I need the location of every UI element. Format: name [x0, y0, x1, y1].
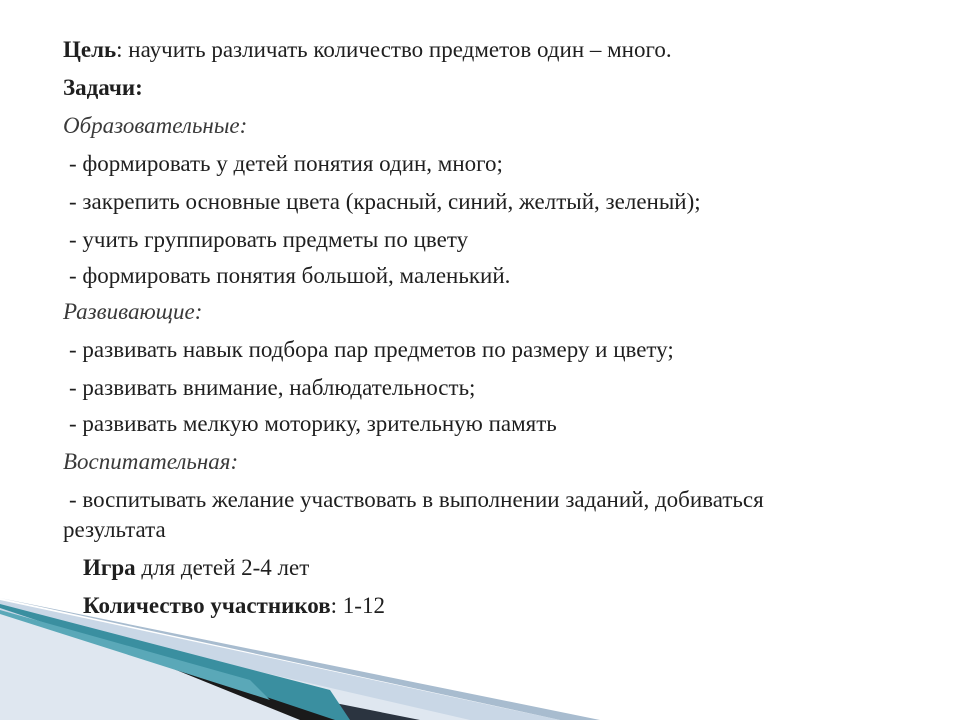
educational-item: - учить группировать предметы по цвету	[69, 227, 469, 252]
goal-line	[63, 36, 672, 64]
goal-label: Цель	[63, 37, 117, 62]
tasks-heading: Задачи:	[63, 75, 143, 100]
developing-item: - развивать внимание, наблюдательность;	[69, 375, 476, 400]
game-label: Игра	[83, 555, 136, 580]
developing-item: - развивать навык подбора пар предметов по размеру и цвету;	[69, 337, 674, 362]
participants-label: Количество участников	[83, 593, 331, 618]
game-text: для детей 2-4 лет	[135, 555, 310, 580]
participants-line	[63, 592, 385, 620]
developing-item: - развивать мелкую моторику, зрительную память	[69, 411, 557, 436]
upbringing-item-line1: - воспитывать желание участвовать в выполнении заданий, добиваться	[69, 487, 764, 512]
educational-item: - формировать у детей понятия один, много;	[69, 151, 503, 176]
game-line	[63, 554, 309, 582]
developing-title: Развивающие:	[63, 299, 203, 324]
educational-item: - формировать понятия большой, маленький.	[69, 263, 511, 288]
upbringing-item-line2: результата	[63, 517, 166, 542]
participants-text: : 1-12	[330, 593, 385, 618]
educational-item: - закрепить основные цвета (красный, синий, желтый, зеленый);	[69, 189, 701, 214]
goal-text: : научить различать количество предметов один – много.	[116, 37, 672, 62]
educational-title: Образовательные:	[63, 113, 248, 138]
upbringing-title: Воспитательная:	[63, 449, 239, 474]
